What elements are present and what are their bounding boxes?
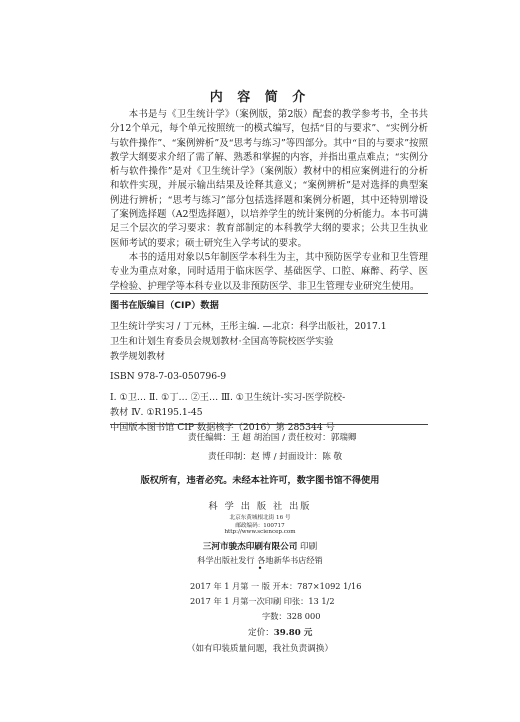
summary-paragraph-2: 本书的适用对象以5年制医学本科生为主，其中预防医学专业和卫生管理专业为重点对象，同时适用于临床医学、基础医学、口腔、麻醉、药学、医学检验、护理学等本科专业以及非预防医学、非卫生管理专业研究生使用。 [110, 251, 428, 292]
cip-series-line-1: 卫生和计划生育委员会规划教材·全国高等院校医学实验 [110, 335, 334, 347]
cip-series-line-2: 教学规划教材 [110, 350, 166, 362]
price-label: 定价： [248, 628, 274, 638]
separator-dot: • [257, 564, 263, 573]
edition-line-1: 2017 年 1 月第 一 版 开本：787×1092 1/16 [190, 581, 362, 591]
cip-class-line-1: Ⅰ. ①卫… Ⅱ. ①丁… ②王… Ⅲ. ①卫生统计-实习-医学院校- [110, 392, 346, 404]
edition-line-2: 2017 年 1 月第一次印刷 印张：13 1/2 [190, 596, 335, 606]
publisher-name: 科 学 出 版 社 出版 [208, 501, 312, 512]
content-summary [110, 108, 428, 294]
cip-class-line-2: 教材 Ⅳ. ①R195.1-45 [110, 406, 203, 418]
copyright-notice: 版权所有，违者必究。未经本社许可，数字图书馆不得使用 [140, 475, 380, 486]
printer-suffix: 印刷 [300, 542, 318, 552]
cip-data-block [110, 320, 428, 436]
section-title: 内 容 简 介 [209, 90, 311, 105]
price-value: 39.80 元 [273, 628, 313, 638]
distribution-line: 科学出版社发行 各地新华书店经销 [197, 555, 323, 565]
publisher-postcode: 邮政编码：100717 [235, 523, 285, 529]
publisher-address: 北京东黄城根北街 16 号 [229, 515, 291, 521]
production-line: 责任印制：赵 博 / 封面设计：陈 敬 [208, 452, 343, 462]
cip-isbn: ISBN 978-7-03-050796-9 [110, 371, 227, 383]
word-count: 字数：328 000 [262, 611, 321, 621]
cip-number: 中国版本图书馆 CIP 数据核字（2016）第 285344 号 [110, 421, 335, 433]
cip-heading: 图书在版编目（CIP）数据 [110, 300, 219, 311]
editor-line: 责任编辑：王 超 胡治国 / 责任校对：郭瑞卿 [188, 433, 357, 443]
cip-bottom-rule [110, 424, 428, 425]
cip-book-line: 卫生统计学实习 / 丁元林，王彤主编. —北京：科学出版社，2017.1 [110, 321, 387, 332]
publisher-website: http://www.sciencep.com [224, 529, 296, 535]
defect-notice: （如有印装质量问题，我社负责调换） [186, 644, 334, 654]
cip-top-rule [110, 293, 428, 294]
price-line [248, 626, 312, 638]
printer-line [0, 540, 520, 552]
summary-paragraph-1: 本书是与《卫生统计学》（案例版，第2版）配套的教学参考书，全书共分12个单元，每个单元按照统一的模式编写，包括“目的与要求”、“实例分析与软件操作”、“案例辨析”及“思考与练习”等四部分。其中“目的与要求”按照教学大纲要求介绍了需了解、熟悉和掌握的内容，并指出重点难点；“实例分析与软件操作”是对《卫生统计学》（案例版）教材中的相应案例进行的分析和软件实现，并展示输出结果及诠释其意义；“案例辨析”是对选择的典型案例进行辨析；“思考与练习”部分包括选择题和案例分析题，其中还特别增设了案例选择题（A2型选择题），以培养学生的统计案例的分析能力。本书可满足三个层次的学习要求：教育部制定的本科教学大纲的要求；公共卫生执业医师考试的要求；硕士研究生入学考试的要求。 [110, 109, 428, 249]
printer-name: 三河市骏杰印刷有限公司 [202, 542, 298, 552]
